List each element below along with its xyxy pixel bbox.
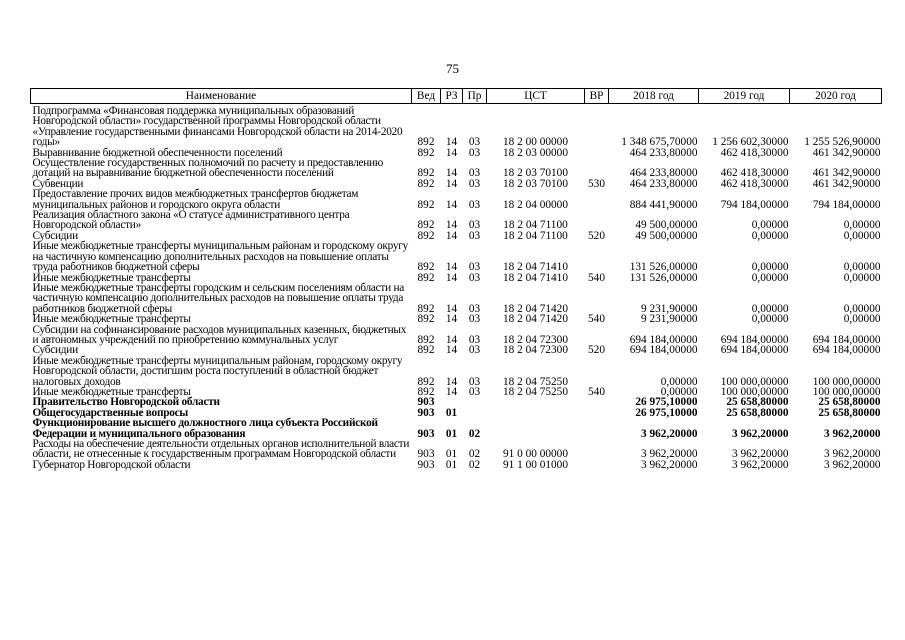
cell-2019: 0,00000 — [751, 229, 789, 242]
cell-name: Иные межбюджетные трансферты — [32, 385, 191, 398]
cell-vr — [585, 189, 609, 210]
cell-2019: 25 658,80000 — [726, 396, 789, 409]
cell-cst — [487, 418, 585, 439]
cell-2020: 694 184,00000 — [812, 333, 881, 346]
cell-ved: 892 — [417, 375, 435, 388]
cell-cst: 18 2 04 71420 — [503, 302, 568, 315]
cell-pr: 03 — [468, 271, 481, 284]
cell-vr — [585, 418, 609, 439]
table-row — [31, 314, 882, 324]
cell-ved: 892 — [417, 229, 435, 242]
cell-2018: 49 500,00000 — [635, 219, 698, 232]
cell-2018: 884 441,90000 — [629, 198, 698, 211]
table-row — [31, 241, 882, 272]
cell-name: Функционирование высшего должностного лица субъекта Российской Федерации и муниципального образования — [32, 417, 378, 440]
cell-pr: 03 — [468, 344, 481, 357]
cell-2020: 461 342,90000 — [812, 177, 881, 190]
cell-ved: 892 — [417, 167, 435, 180]
cell-vr: 540 — [588, 271, 605, 284]
table-row — [31, 210, 882, 231]
cell-rz: 01 — [445, 406, 458, 419]
cell-2019: 0,00000 — [751, 271, 789, 284]
cell-cst: 18 2 04 72300 — [503, 344, 568, 357]
cell-2020: 0,00000 — [843, 271, 881, 284]
cell-cst: 91 0 00 00000 — [503, 448, 568, 461]
cell-rz: 14 — [445, 302, 458, 315]
cell-2019: 794 184,00000 — [720, 198, 789, 211]
cell-2020: 0,00000 — [843, 261, 881, 274]
table-row — [31, 418, 882, 439]
cell-2020: 0,00000 — [843, 302, 881, 315]
cell-name: Субсидии — [32, 344, 78, 357]
header-rz: РЗ — [441, 89, 463, 104]
cell-2019: 3 962,20000 — [732, 448, 789, 461]
cell-2020: 1 255 526,90000 — [804, 136, 881, 149]
table-row — [31, 325, 882, 346]
cell-vr — [585, 439, 609, 460]
cell-name: Общегосударственные вопросы — [32, 406, 188, 419]
cell-name: Иные межбюджетные трансферты городским и сельским поселениям области на частичную компенсацию дополнительных расходов на повышение оплаты труда работников бюджетной сферы — [32, 281, 405, 315]
cell-ved: 892 — [417, 261, 435, 274]
header-vr: ВР — [585, 89, 609, 104]
cell-rz: 14 — [445, 375, 458, 388]
cell-2018: 464 233,80000 — [629, 167, 698, 180]
cell-rz: 14 — [445, 177, 458, 190]
cell-2020: 3 962,20000 — [824, 427, 881, 440]
cell-pr: 03 — [468, 385, 481, 398]
cell-name: Выравнивание бюджетной обеспеченности поселений — [32, 146, 283, 159]
cell-vr — [585, 460, 609, 470]
cell-ved: 892 — [417, 177, 435, 190]
cell-rz: 14 — [445, 198, 458, 211]
cell-2018: 0,00000 — [660, 385, 698, 398]
cell-vr — [585, 283, 609, 314]
cell-ved: 903 — [417, 427, 435, 440]
cell-rz: 14 — [445, 136, 458, 149]
cell-pr: 02 — [468, 448, 481, 461]
cell-2018: 9 231,90000 — [641, 313, 698, 326]
cell-rz: 14 — [445, 313, 458, 326]
cell-2018: 464 233,80000 — [629, 177, 698, 190]
table-row — [31, 460, 882, 470]
cell-name: Иные межбюджетные трансферты — [32, 271, 191, 284]
header-ved: Вед — [412, 89, 441, 104]
cell-cst: 18 2 04 00000 — [503, 198, 568, 211]
cell-rz: 14 — [445, 261, 458, 274]
cell-pr: 03 — [468, 136, 481, 149]
cell-cst: 91 1 00 01000 — [503, 458, 568, 471]
cell-name: Иные межбюджетные трансферты — [32, 313, 191, 326]
cell-cst: 18 2 03 70100 — [503, 167, 568, 180]
cell-vr: 530 — [588, 177, 605, 190]
cell-cst — [487, 408, 585, 418]
table-header-row — [31, 89, 882, 104]
cell-pr: 03 — [468, 177, 481, 190]
cell-rz: 14 — [445, 385, 458, 398]
header-name: Наименование — [31, 89, 412, 104]
cell-2018: 464 233,80000 — [629, 146, 698, 159]
cell-cst: 18 2 04 71420 — [503, 313, 568, 326]
cell-2019: 0,00000 — [751, 302, 789, 315]
cell-pr: 03 — [468, 229, 481, 242]
cell-vr: 520 — [588, 344, 605, 357]
cell-2020: 25 658,80000 — [818, 396, 881, 409]
cell-pr: 02 — [468, 458, 481, 471]
cell-ved: 892 — [417, 302, 435, 315]
cell-cst: 18 2 03 00000 — [503, 146, 568, 159]
table-row — [31, 439, 882, 460]
cell-name: Предоставление прочих видов межбюджетных трансфертов бюджетам муниципальных районов и городского округа области — [32, 188, 359, 211]
cell-pr — [463, 397, 487, 407]
cell-rz: 14 — [445, 219, 458, 232]
cell-vr — [585, 325, 609, 346]
cell-2018: 131 526,00000 — [629, 261, 698, 274]
cell-rz: 01 — [445, 448, 458, 461]
table-row — [31, 356, 882, 387]
cell-pr: 03 — [468, 146, 481, 159]
cell-vr — [585, 104, 609, 148]
budget-table — [30, 88, 882, 470]
cell-pr: 03 — [468, 333, 481, 346]
table-body — [31, 104, 882, 471]
cell-rz: 14 — [445, 344, 458, 357]
cell-2018: 9 231,90000 — [641, 302, 698, 315]
cell-vr — [585, 158, 609, 179]
table-row — [31, 104, 882, 148]
cell-ved: 903 — [417, 458, 435, 471]
cell-2018: 1 348 675,70000 — [621, 136, 698, 149]
cell-2020: 0,00000 — [843, 229, 881, 242]
cell-2020: 3 962,20000 — [824, 458, 881, 471]
cell-vr — [585, 210, 609, 231]
cell-2018: 694 184,00000 — [629, 344, 698, 357]
cell-ved: 892 — [417, 385, 435, 398]
header-2018: 2018 год — [609, 89, 699, 104]
cell-pr: 02 — [468, 427, 481, 440]
cell-pr: 03 — [468, 313, 481, 326]
cell-2018: 26 975,10000 — [635, 396, 698, 409]
cell-rz: 14 — [445, 333, 458, 346]
cell-name: Губернатор Новгородской области — [32, 458, 191, 471]
cell-cst: 18 2 04 75250 — [503, 385, 568, 398]
cell-rz: 14 — [445, 229, 458, 242]
cell-cst: 18 2 04 71410 — [503, 261, 568, 274]
cell-pr: 03 — [468, 375, 481, 388]
cell-vr: 540 — [588, 385, 605, 398]
cell-vr: 520 — [588, 229, 605, 242]
cell-2018: 3 962,20000 — [641, 448, 698, 461]
cell-name: Расходы на обеспечение деятельности отдельных органов исполнительной власти области, не отнесенные к государственным программам Новгородской области — [32, 438, 410, 461]
cell-2018: 49 500,00000 — [635, 229, 698, 242]
cell-2019: 462 418,30000 — [720, 146, 789, 159]
table-row — [31, 283, 882, 314]
cell-2019: 25 658,80000 — [726, 406, 789, 419]
cell-ved: 892 — [417, 198, 435, 211]
page-number: 75 — [446, 61, 459, 76]
cell-cst: 18 2 04 71100 — [503, 229, 568, 242]
cell-pr: 03 — [468, 219, 481, 232]
cell-2018: 0,00000 — [660, 375, 698, 388]
cell-2020: 794 184,00000 — [812, 198, 881, 211]
cell-2018: 3 962,20000 — [641, 458, 698, 471]
cell-ved: 903 — [417, 396, 435, 409]
cell-2019: 3 962,20000 — [732, 458, 789, 471]
cell-name: Субсидии — [32, 229, 78, 242]
cell-2020: 0,00000 — [843, 313, 881, 326]
cell-ved: 892 — [417, 333, 435, 346]
cell-2020: 461 342,90000 — [812, 167, 881, 180]
cell-vr: 540 — [588, 313, 605, 326]
cell-pr — [463, 408, 487, 418]
cell-2019: 694 184,00000 — [720, 344, 789, 357]
cell-rz: 14 — [445, 271, 458, 284]
cell-ved: 903 — [417, 448, 435, 461]
cell-ved: 892 — [417, 271, 435, 284]
cell-vr — [585, 356, 609, 387]
cell-cst: 18 2 03 70100 — [503, 177, 568, 190]
cell-2018: 3 962,20000 — [641, 427, 698, 440]
cell-rz: 14 — [445, 167, 458, 180]
cell-name: Субвенции — [32, 177, 84, 190]
cell-2019: 100 000,00000 — [720, 385, 789, 398]
cell-pr: 03 — [468, 302, 481, 315]
table-row — [31, 189, 882, 210]
table-row — [31, 158, 882, 179]
cell-cst: 18 2 04 72300 — [503, 333, 568, 346]
cell-vr — [585, 408, 609, 418]
cell-rz: 14 — [445, 146, 458, 159]
cell-2019: 0,00000 — [751, 219, 789, 232]
cell-ved: 892 — [417, 146, 435, 159]
cell-vr — [585, 397, 609, 407]
cell-pr: 03 — [468, 261, 481, 274]
cell-name: Реализация областного закона «О статусе административного центра Новгородской области» — [32, 209, 350, 232]
cell-2019: 1 256 602,30000 — [712, 136, 789, 149]
cell-cst — [487, 397, 585, 407]
cell-name: Осуществление государственных полномочий по расчету и предоставлению дотаций на выравнивание бюджетной обеспеченности поселений — [32, 157, 384, 180]
cell-rz: 01 — [445, 427, 458, 440]
cell-2020: 461 342,90000 — [812, 146, 881, 159]
cell-cst: 18 2 04 71410 — [503, 271, 568, 284]
cell-cst: 18 2 00 00000 — [503, 136, 568, 149]
cell-name: Иные межбюджетные трансферты муниципальным районам и городскому округу на частичную компенсацию дополнительных расходов на повышение оплаты труда работников бюджетной сферы — [32, 240, 409, 274]
cell-ved: 903 — [417, 406, 435, 419]
cell-2020: 25 658,80000 — [818, 406, 881, 419]
cell-2019: 0,00000 — [751, 313, 789, 326]
cell-2019: 3 962,20000 — [732, 427, 789, 440]
cell-cst: 18 2 04 71100 — [503, 219, 568, 232]
cell-ved: 892 — [417, 136, 435, 149]
header-pr: Пр — [463, 89, 487, 104]
cell-name: Субсидии на софинансирование расходов муниципальных казенных, бюджетных и автономных учреждений по приобретению коммунальных услуг — [32, 323, 407, 346]
cell-pr: 03 — [468, 167, 481, 180]
cell-2019: 694 184,00000 — [720, 333, 789, 346]
cell-2018: 131 526,00000 — [629, 271, 698, 284]
cell-pr: 03 — [468, 198, 481, 211]
cell-rz: 01 — [445, 458, 458, 471]
cell-2020: 100 000,00000 — [812, 385, 881, 398]
cell-cst: 18 2 04 75250 — [503, 375, 568, 388]
header-2019: 2019 год — [699, 89, 790, 104]
cell-2020: 100 000,00000 — [812, 375, 881, 388]
cell-vr — [585, 148, 609, 158]
cell-2019: 462 418,30000 — [720, 177, 789, 190]
header-2020: 2020 год — [790, 89, 882, 104]
cell-2018: 694 184,00000 — [629, 333, 698, 346]
cell-2019: 462 418,30000 — [720, 167, 789, 180]
cell-ved: 892 — [417, 313, 435, 326]
cell-name: Правительство Новгородской области — [32, 396, 220, 409]
cell-2020: 0,00000 — [843, 219, 881, 232]
cell-2019: 100 000,00000 — [720, 375, 789, 388]
cell-2020: 694 184,00000 — [812, 344, 881, 357]
cell-2018: 26 975,10000 — [635, 406, 698, 419]
cell-ved: 892 — [417, 219, 435, 232]
cell-2020: 3 962,20000 — [824, 448, 881, 461]
cell-name: Подпрограмма «Финансовая поддержка муниципальных образований Новгородской области» государственной программы Новгородской области «Управление государственными финансами Новгородской области на 2014-2020 годы» — [32, 105, 403, 149]
cell-2019: 0,00000 — [751, 261, 789, 274]
header-cst: ЦСТ — [487, 89, 585, 104]
cell-ved: 892 — [417, 344, 435, 357]
cell-name: Иные межбюджетные трансферты муниципальным районам, городскому округу Новгородской области, достигшим роста поступлений в областной бюджет налоговых доходов — [32, 354, 403, 388]
cell-vr — [585, 241, 609, 272]
